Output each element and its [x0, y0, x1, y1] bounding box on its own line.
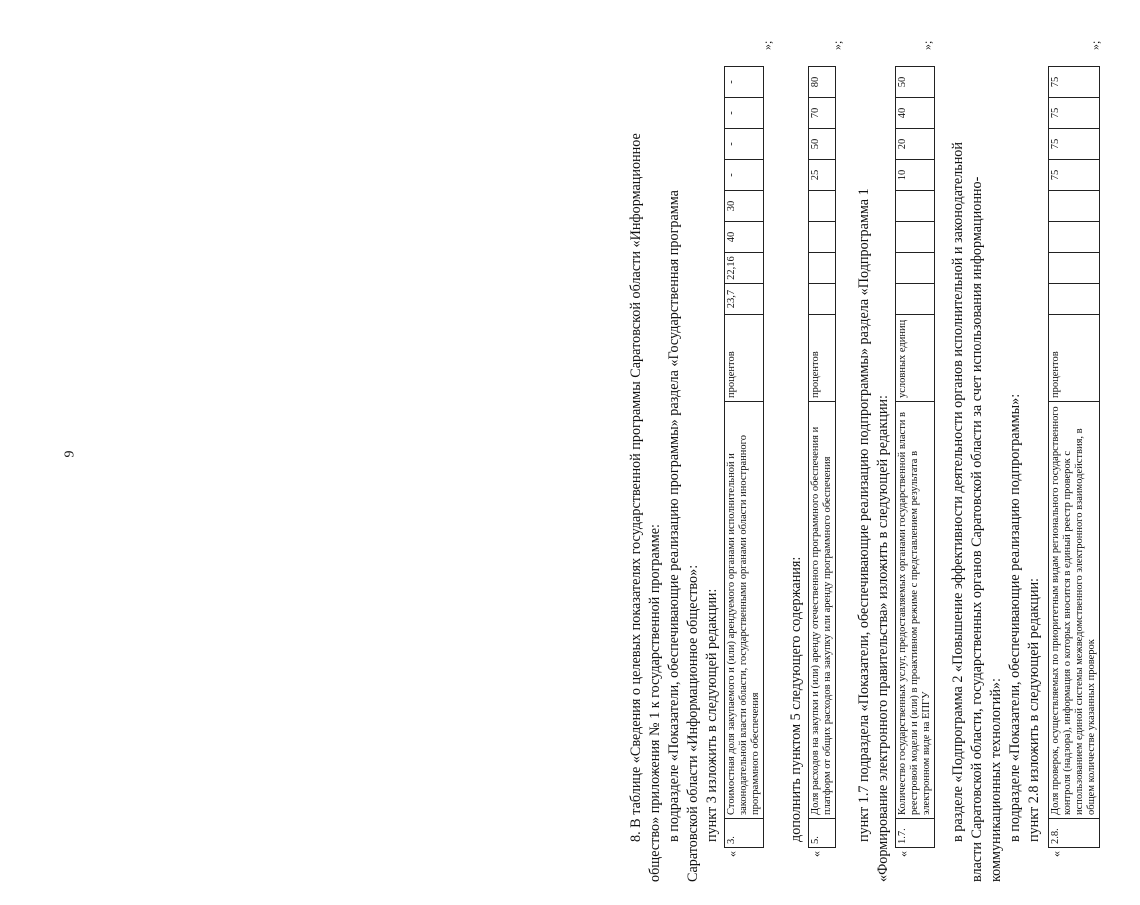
- table-row: [896, 67, 935, 865]
- paragraph-4: дополнить пунктом 5 следующего содержания:: [788, 556, 804, 842]
- paragraph-1-line-2: общество» приложения № 1 к государственной программе:: [647, 524, 663, 882]
- quote-open: «: [724, 851, 739, 857]
- unit-cell: процентов: [725, 315, 764, 402]
- table-row: [725, 67, 764, 865]
- paragraph-8: пункт 2.8 изложить в следующей редакции:: [1026, 578, 1042, 842]
- paragraph-6-line-2: власти Саратовской области, государственных органов Саратовской области за счет использования информационно-: [969, 176, 985, 882]
- value-cell: [896, 284, 935, 315]
- value-cell: 50: [896, 67, 935, 98]
- row-number: 2.8.: [1049, 819, 1100, 848]
- indicator-name: Доля расходов на закупки и (или) аренду отечественного программного обеспечения и платформ от общих расходов на закупку или аренду программного обеспечения: [809, 402, 836, 819]
- value-cell: [896, 191, 935, 222]
- value-cell: 75: [1049, 160, 1100, 191]
- paragraph-7: в подразделе «Показатели, обеспечивающие реализацию подпрограммы»:: [1007, 393, 1023, 842]
- value-cell: 10: [896, 160, 935, 191]
- value-cell: [1049, 253, 1100, 284]
- value-cell: [896, 253, 935, 284]
- paragraph-5-line-2: «Формирование электронного правительства» изложить в следующей редакции:: [875, 395, 891, 882]
- quote-open: «: [895, 851, 910, 857]
- row-number: 5.: [809, 819, 836, 848]
- closing-quote: »;: [1088, 40, 1102, 50]
- value-cell: 30: [725, 191, 764, 222]
- paragraph-2-line-1: в подразделе «Показатели, обеспечивающие реализацию программы» раздела «Государственная программа: [666, 190, 682, 842]
- unit-cell: условных единиц: [896, 315, 935, 402]
- paragraph-5-line-1: пункт 1.7 подраздела «Показатели, обеспечивающие реализацию подпрограммы» раздела «Подпрограмма 1: [856, 188, 872, 842]
- value-cell: 80: [809, 67, 836, 98]
- table-row: [1049, 67, 1100, 865]
- value-cell: 75: [1049, 67, 1100, 98]
- unit-cell: процентов: [809, 315, 836, 402]
- quote-open: «: [1048, 851, 1063, 857]
- indicator-name: Количество государственных услуг, предоставляемых органами государственной власти в реестровой модели и (или) в проактивном режиме с представлением результата в электронном виде на ЕПГУ: [896, 402, 935, 819]
- value-cell: [1049, 222, 1100, 253]
- value-cell: 40: [725, 222, 764, 253]
- value-cell: [896, 222, 935, 253]
- value-cell: [809, 191, 836, 222]
- indicator-table-4: [1048, 66, 1100, 864]
- value-cell: [809, 284, 836, 315]
- value-cell: -: [725, 67, 764, 98]
- row-number: 3.: [725, 819, 764, 848]
- value-cell: [809, 222, 836, 253]
- value-cell: -: [725, 129, 764, 160]
- indicator-table-2: [808, 66, 836, 864]
- indicator-table-3: [895, 66, 935, 864]
- closing-quote: »;: [830, 40, 844, 50]
- closing-quote: »;: [920, 40, 934, 50]
- row-number: 1.7.: [896, 819, 935, 848]
- paragraph-6-line-1: в разделе «Подпрограмма 2 «Повышение эффективности деятельности органов исполнительной и законодательной: [950, 142, 966, 842]
- value-cell: 50: [809, 129, 836, 160]
- indicator-name: Стоимостная доля закупаемого и (или) арендуемого органами исполнительной и законодательной власти области, государственными органами области иностранного программного обеспечения: [725, 402, 764, 819]
- value-cell: 25: [809, 160, 836, 191]
- closing-quote: »;: [760, 40, 774, 50]
- value-cell: 23,7: [725, 284, 764, 315]
- value-cell: 75: [1049, 98, 1100, 129]
- value-cell: [1049, 191, 1100, 222]
- value-cell: 70: [809, 98, 836, 129]
- value-cell: 20: [896, 129, 935, 160]
- rotated-page-content: [620, 27, 1140, 882]
- paragraph-2-line-2: Саратовской области «Информационное общество»:: [685, 564, 701, 882]
- value-cell: -: [725, 160, 764, 191]
- value-cell: -: [725, 98, 764, 129]
- paragraph-6-line-3: коммуникационных технологий»:: [988, 678, 1004, 882]
- page-number: 9: [62, 450, 78, 458]
- value-cell: 40: [896, 98, 935, 129]
- indicator-name: Доля проверок, осуществляемых по приоритетным видам регионального государственного контроля (надзора), информация о которых вносится в единый реестр проверок с использованием единой системы межведомственного электронного взаимодействия, в общем количестве указанных проверок: [1049, 402, 1100, 819]
- value-cell: 22,16: [725, 253, 764, 284]
- unit-cell: процентов: [1049, 315, 1100, 402]
- table-row: [809, 67, 836, 865]
- value-cell: 75: [1049, 129, 1100, 160]
- paragraph-1-line-1: 8. В таблице «Сведения о целевых показателях государственной программы Саратовской области «Информационное: [628, 133, 644, 842]
- value-cell: [809, 253, 836, 284]
- quote-open: «: [808, 851, 823, 857]
- indicator-table-1: [724, 66, 764, 864]
- value-cell: [1049, 284, 1100, 315]
- paragraph-3: пункт 3 изложить в следующей редакции:: [704, 588, 720, 842]
